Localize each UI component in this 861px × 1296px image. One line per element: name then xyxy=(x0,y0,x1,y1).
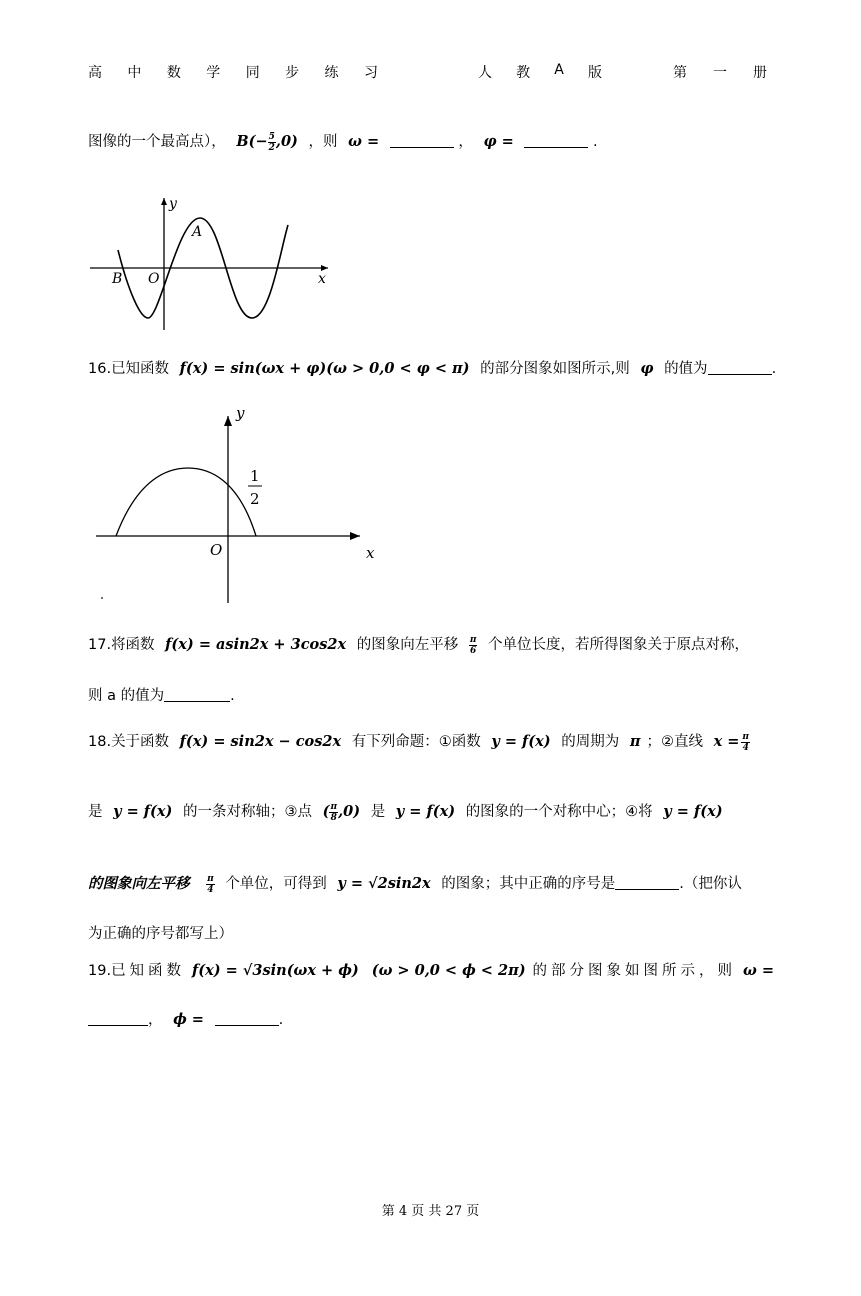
question-number: 18. xyxy=(88,734,112,750)
point-a-label: A xyxy=(192,224,203,240)
header-char: 步 xyxy=(285,65,300,81)
q18-frac xyxy=(741,732,750,753)
half-denominator: 2 xyxy=(250,490,260,508)
q17-mid: 的图象向左平移 xyxy=(356,637,459,653)
dot-mark xyxy=(101,597,103,599)
question-number: 16. xyxy=(88,361,112,377)
q18-yfx: y = f(x) xyxy=(395,803,456,820)
q15-omega: ω = xyxy=(348,133,380,150)
q18-l2-a: 是 xyxy=(88,804,103,820)
q16-end: . xyxy=(771,361,777,377)
q18-l3-function: y = √2sin2x xyxy=(337,875,431,892)
q19-function: f(x) = √3sin(ωx + ϕ) xyxy=(192,962,359,979)
frac-den: 6 xyxy=(469,645,477,656)
header-char: 数 xyxy=(166,65,181,81)
frac-den: 8 xyxy=(330,812,337,823)
half-numerator: 1 xyxy=(250,467,260,485)
q16-function: f(x) = sin(ωx + φ)(ω > 0,0 < φ < π) xyxy=(179,360,470,377)
frac-den: 2 xyxy=(268,142,275,153)
q16-phi: φ xyxy=(640,360,654,377)
q18-function: f(x) = sin2x − cos2x xyxy=(179,733,342,750)
header-char: 练 xyxy=(324,65,339,81)
q18-semi: ；②直线 xyxy=(646,734,703,750)
q19-end: . xyxy=(278,1012,284,1028)
q15-point-frac xyxy=(268,132,276,153)
frac-num: π xyxy=(469,634,477,645)
q19-phi: ϕ = xyxy=(173,1011,204,1028)
q16-pre: 已知函数 xyxy=(111,361,170,377)
origin-label: O xyxy=(210,541,223,559)
q17-end: . xyxy=(230,688,235,704)
q16-post: 的值为 xyxy=(664,361,708,377)
origin-label: O xyxy=(148,271,160,287)
q15-sine-figure xyxy=(88,190,338,338)
point-b-label: B xyxy=(112,271,123,287)
header-char: 册 xyxy=(753,65,767,81)
header-left xyxy=(88,62,378,82)
header-right xyxy=(673,62,767,82)
y-axis-arrow xyxy=(161,198,167,205)
q18-l2-c: 是 xyxy=(370,804,386,820)
frac-num: π xyxy=(742,731,750,742)
answer-blank[interactable] xyxy=(524,131,588,148)
q18-l3-b: 个单位，可得到 xyxy=(225,876,327,892)
y-axis-arrow xyxy=(224,416,232,426)
header-char: 一 xyxy=(713,65,727,81)
answer-blank[interactable] xyxy=(164,685,230,702)
answer-blank[interactable] xyxy=(615,873,679,890)
q15-line xyxy=(88,130,598,154)
q16-sine-figure xyxy=(88,398,388,606)
header-char: 教 xyxy=(516,65,531,81)
q17-line1 xyxy=(88,633,749,657)
q18-yfx: y = f(x) xyxy=(491,733,551,750)
header-char: 中 xyxy=(127,65,142,81)
q17-line2 xyxy=(88,684,235,708)
x-axis-arrow xyxy=(350,532,360,540)
q18-point-open: ( xyxy=(322,803,330,820)
x-label: x xyxy=(366,544,375,562)
question-number: 19. xyxy=(88,963,112,979)
frac-num: π xyxy=(330,801,338,812)
header-char: 第 xyxy=(673,65,687,81)
q18-pi: π xyxy=(629,733,641,750)
answer-blank[interactable] xyxy=(88,1009,148,1026)
q18-l4: 为正确的序号都写上） xyxy=(88,926,233,942)
header-char: 版 xyxy=(588,65,602,81)
answer-blank[interactable] xyxy=(708,358,772,375)
header-mid xyxy=(478,62,602,82)
q15-end: . xyxy=(593,134,598,150)
q18-point xyxy=(322,801,361,823)
q15-point-close: ,0) xyxy=(275,133,298,150)
q18-line2 xyxy=(88,800,729,824)
q18-point-close: ,0) xyxy=(338,803,361,820)
q18-yfx: y = f(x) xyxy=(113,803,173,820)
q19-mid: 的部分图象如图所示，则 xyxy=(532,963,737,979)
q17-line2-text: 则 a 的值为 xyxy=(88,688,165,704)
q18-yfx: y = f(x) xyxy=(663,803,723,820)
q15-then: ，则 xyxy=(308,134,338,150)
q15-point xyxy=(236,131,298,153)
q18-xeq: x = xyxy=(713,733,740,750)
header-char: A xyxy=(554,62,564,78)
q19-omega: ω = xyxy=(742,962,774,979)
question-number: 17. xyxy=(88,637,112,653)
header-char: 习 xyxy=(363,65,378,81)
q18-line4 xyxy=(88,922,233,946)
q18-l2-b: 的一条对称轴；③点 xyxy=(183,804,312,820)
frac-den: 4 xyxy=(742,742,749,753)
y-label: y xyxy=(236,404,245,422)
q18-pre: 关于函数 xyxy=(111,734,170,750)
q19-pre: 已知函数 xyxy=(111,963,186,979)
q18-l3-a: 的图象向左平移 xyxy=(88,875,190,892)
sine-arch xyxy=(116,468,256,536)
frac-num: 5 xyxy=(268,131,275,142)
page-header xyxy=(88,62,778,86)
x-label: x xyxy=(318,271,326,287)
header-char: 人 xyxy=(478,65,492,81)
q18-point-frac xyxy=(329,802,338,823)
q18-mid: 有下列命题：①函数 xyxy=(351,734,481,750)
q17-pre: 将函数 xyxy=(111,637,155,653)
q19-line2 xyxy=(88,1008,283,1032)
q16-mid: 的部分图象如图所示,则 xyxy=(480,361,630,377)
q18-period: 的周期为 xyxy=(561,734,620,750)
q15-point-open: B(− xyxy=(236,133,268,150)
q18-l2-d: 的图象的一个对称中心；④将 xyxy=(465,804,653,820)
q19-condition: (ω > 0,0 < ϕ < 2π) xyxy=(371,962,526,979)
q15-phi: φ = xyxy=(483,133,514,150)
q15-sep: ， xyxy=(458,134,473,150)
header-char: 同 xyxy=(245,65,260,81)
q17-frac xyxy=(469,635,478,656)
q18-l3-c: 的图象；其中正确的序号是 xyxy=(441,876,616,892)
q18-l3-d: .（把你认 xyxy=(679,876,742,892)
page-footer: 第 4 页 共 27 页 xyxy=(381,1204,480,1219)
y-label: y xyxy=(169,196,177,212)
header-char: 高 xyxy=(88,65,102,81)
frac-den: 4 xyxy=(207,884,214,895)
answer-blank[interactable] xyxy=(215,1009,279,1026)
q16-line xyxy=(88,357,776,381)
q18-line1 xyxy=(88,730,750,754)
header-char: 学 xyxy=(206,65,221,81)
frac-num: π xyxy=(207,873,214,884)
q19-head xyxy=(88,959,185,983)
q18-l3-frac xyxy=(206,874,215,895)
answer-blank[interactable] xyxy=(390,131,454,148)
q19-line1 xyxy=(88,959,774,983)
q15-prefix: 图像的一个最高点）， xyxy=(88,134,226,150)
q19-justified xyxy=(88,959,774,983)
q17-function: f(x) = asin2x + 3cos2x xyxy=(165,636,347,653)
q18-line3 xyxy=(88,872,742,896)
q17-post: 个单位长度，若所得图象关于原点对称， xyxy=(488,637,750,653)
q19-sep: ， xyxy=(148,1012,163,1028)
